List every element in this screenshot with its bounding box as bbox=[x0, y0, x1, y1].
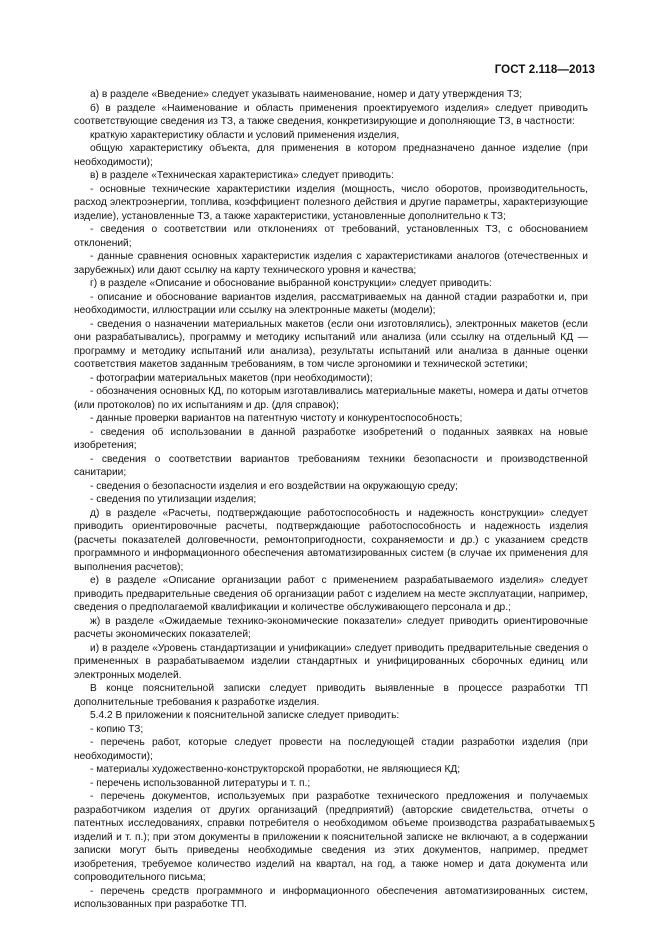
paragraph: - основные технические характеристики изделия (мощность, число оборотов, производительность, расход электроэнергии, топлива, коэффициент полезного действия и другие параметры, характеризующие изделие), установленные ТЗ, а также характеристики, установленные дополнительно к ТЗ; bbox=[74, 183, 588, 222]
paragraph: б) в разделе «Наименование и область применения проектируемого изделия» следует приводить соответствующие сведения из ТЗ, а также сведения, конкретизирующие и дополняющие ТЗ, в частности: bbox=[74, 102, 588, 127]
paragraph: - данные сравнения основных характеристик изделия с характеристиками аналогов (отечественных и зарубежных) или дают ссылку на карту технического уровня и качества; bbox=[74, 251, 588, 276]
paragraph: д) в разделе «Расчеты, подтверждающие работоспособность и надежность конструкции» следует приводить ориентировочные расчеты, подтверждающие работоспособность и надежность изделия (расчеты показателей долговечности, ремонтопригодности, сохраняемости и др.) с указанием средств программного и информационного обеспечения автоматизированных систем (в случае их применения для выполнения расчетов); bbox=[74, 507, 588, 573]
paragraph: - перечень использованной литературы и т. п.; bbox=[90, 777, 311, 789]
document-body bbox=[74, 88, 588, 912]
paragraph: краткую характеристику области и условий применения изделия, bbox=[90, 129, 400, 141]
paragraph: е) в разделе «Описание организации работ с применением разрабатываемого изделия» следует приводить предварительные сведения об организации работ с изделием на месте эксплуатации, например, сведения о предполагаемой квалификации и количестве обслуживающего персонала и др.; bbox=[74, 575, 588, 613]
paragraph: ж) в разделе «Ожидаемые технико-экономические показатели» следует приводить ориентировочные расчеты экономических показателей; bbox=[74, 615, 588, 640]
paragraph: - сведения о назначении материальных макетов (если они изготовлялись), электронных макетов (если они разрабатывались), программу и методику испытаний или анализа (или ссылку на отдельный КД — программу и методику испытаний или анализа), результаты испытаний или анализа в данные оценки соответствия макетов заданным требованиям, в том числе эргономики и технической эстетики; bbox=[74, 318, 588, 370]
paragraph: - обозначения основных КД, по которым изготавливались материальные макеты, номера и даты отчетов (или протоколов) по их испытаниям и др. (для справок); bbox=[74, 386, 588, 411]
document-code: ГОСТ 2.118—2013 bbox=[494, 64, 595, 76]
page-number: 5 bbox=[589, 818, 595, 830]
paragraph: В конце пояснительной записки следует приводить выявленные в процессе разработки ТП дополнительные требования к разработке изделия. bbox=[74, 683, 588, 708]
paragraph: - сведения о соответствии или отклонениях от требований, установленных ТЗ, с обоснованием отклонений; bbox=[74, 224, 588, 249]
paragraph: г) в разделе «Описание и обоснование выбранной конструкции» следует приводить: bbox=[90, 278, 492, 289]
paragraph: 5.4.2 В приложении к пояснительной записке следует приводить: bbox=[90, 710, 400, 721]
paragraph: - перечень работ, которые следует провести на последующей стадии разработки изделия (при необходимости); bbox=[74, 737, 588, 762]
paragraph: - материалы художественно-конструкторской проработки, не являющиеся КД; bbox=[90, 764, 461, 775]
paragraph: - сведения о безопасности изделия и его воздействии на окружающую среду; bbox=[90, 480, 458, 492]
paragraph: - копию ТЗ; bbox=[90, 723, 144, 735]
paragraph: - описание и обоснование вариантов изделия, рассматриваемых на данной стадии разработки и, при необходимости, иллюстрации или ссылку на электронные макеты (модели); bbox=[74, 291, 588, 316]
paragraph: - перечень документов, используемых при разработке технического предложения и получаемых разработчиком изделия от других организаций (предприятий) (авторские свидетельства, отчеты о патентных исследованиях, справки потребителя о необходимом объеме производства разрабатываемых изделий и т. п.); при этом документы в приложении к пояснительной записке не включают, а в содержании записки могут быть приведены необходимые сведения из этих документов, например, предмет изобретения, требуемое количество изделий на квартал, на год, а также номер и дата документа или сопроводительного письма; bbox=[74, 791, 588, 883]
paragraph: в) в разделе «Техническая характеристика» следует приводить: bbox=[90, 170, 394, 181]
paragraph: - сведения по утилизации изделия; bbox=[90, 494, 257, 505]
paragraph: - перечень средств программного и информационного обеспечения автоматизированных систем, использованных при разработке ТП. bbox=[74, 885, 588, 910]
paragraph: - сведения о соответствии вариантов требованиям техники безопасности и производственной санитарии; bbox=[74, 453, 588, 478]
paragraph: и) в разделе «Уровень стандартизации и унификации» следует приводить предварительные сведения о примененных в разрабатываемом изделии стандартных и унифицированных сборочных единиц или электронных моделей. bbox=[74, 642, 588, 681]
paragraph: - фотографии материальных макетов (при необходимости); bbox=[90, 372, 373, 384]
paragraph: - сведения об использовании в данной разработке изобретений о поданных заявках на новые изобретения; bbox=[74, 426, 588, 451]
paragraph: общую характеристику объекта, для применения в котором предназначено данное изделие (при необходимости); bbox=[74, 143, 588, 168]
paragraph: - данные проверки вариантов на патентную чистоту и конкурентоспособность; bbox=[90, 413, 463, 424]
paragraph: а) в разделе «Введение» следует указывать наименование, номер и дату утверждения ТЗ; bbox=[90, 89, 523, 100]
